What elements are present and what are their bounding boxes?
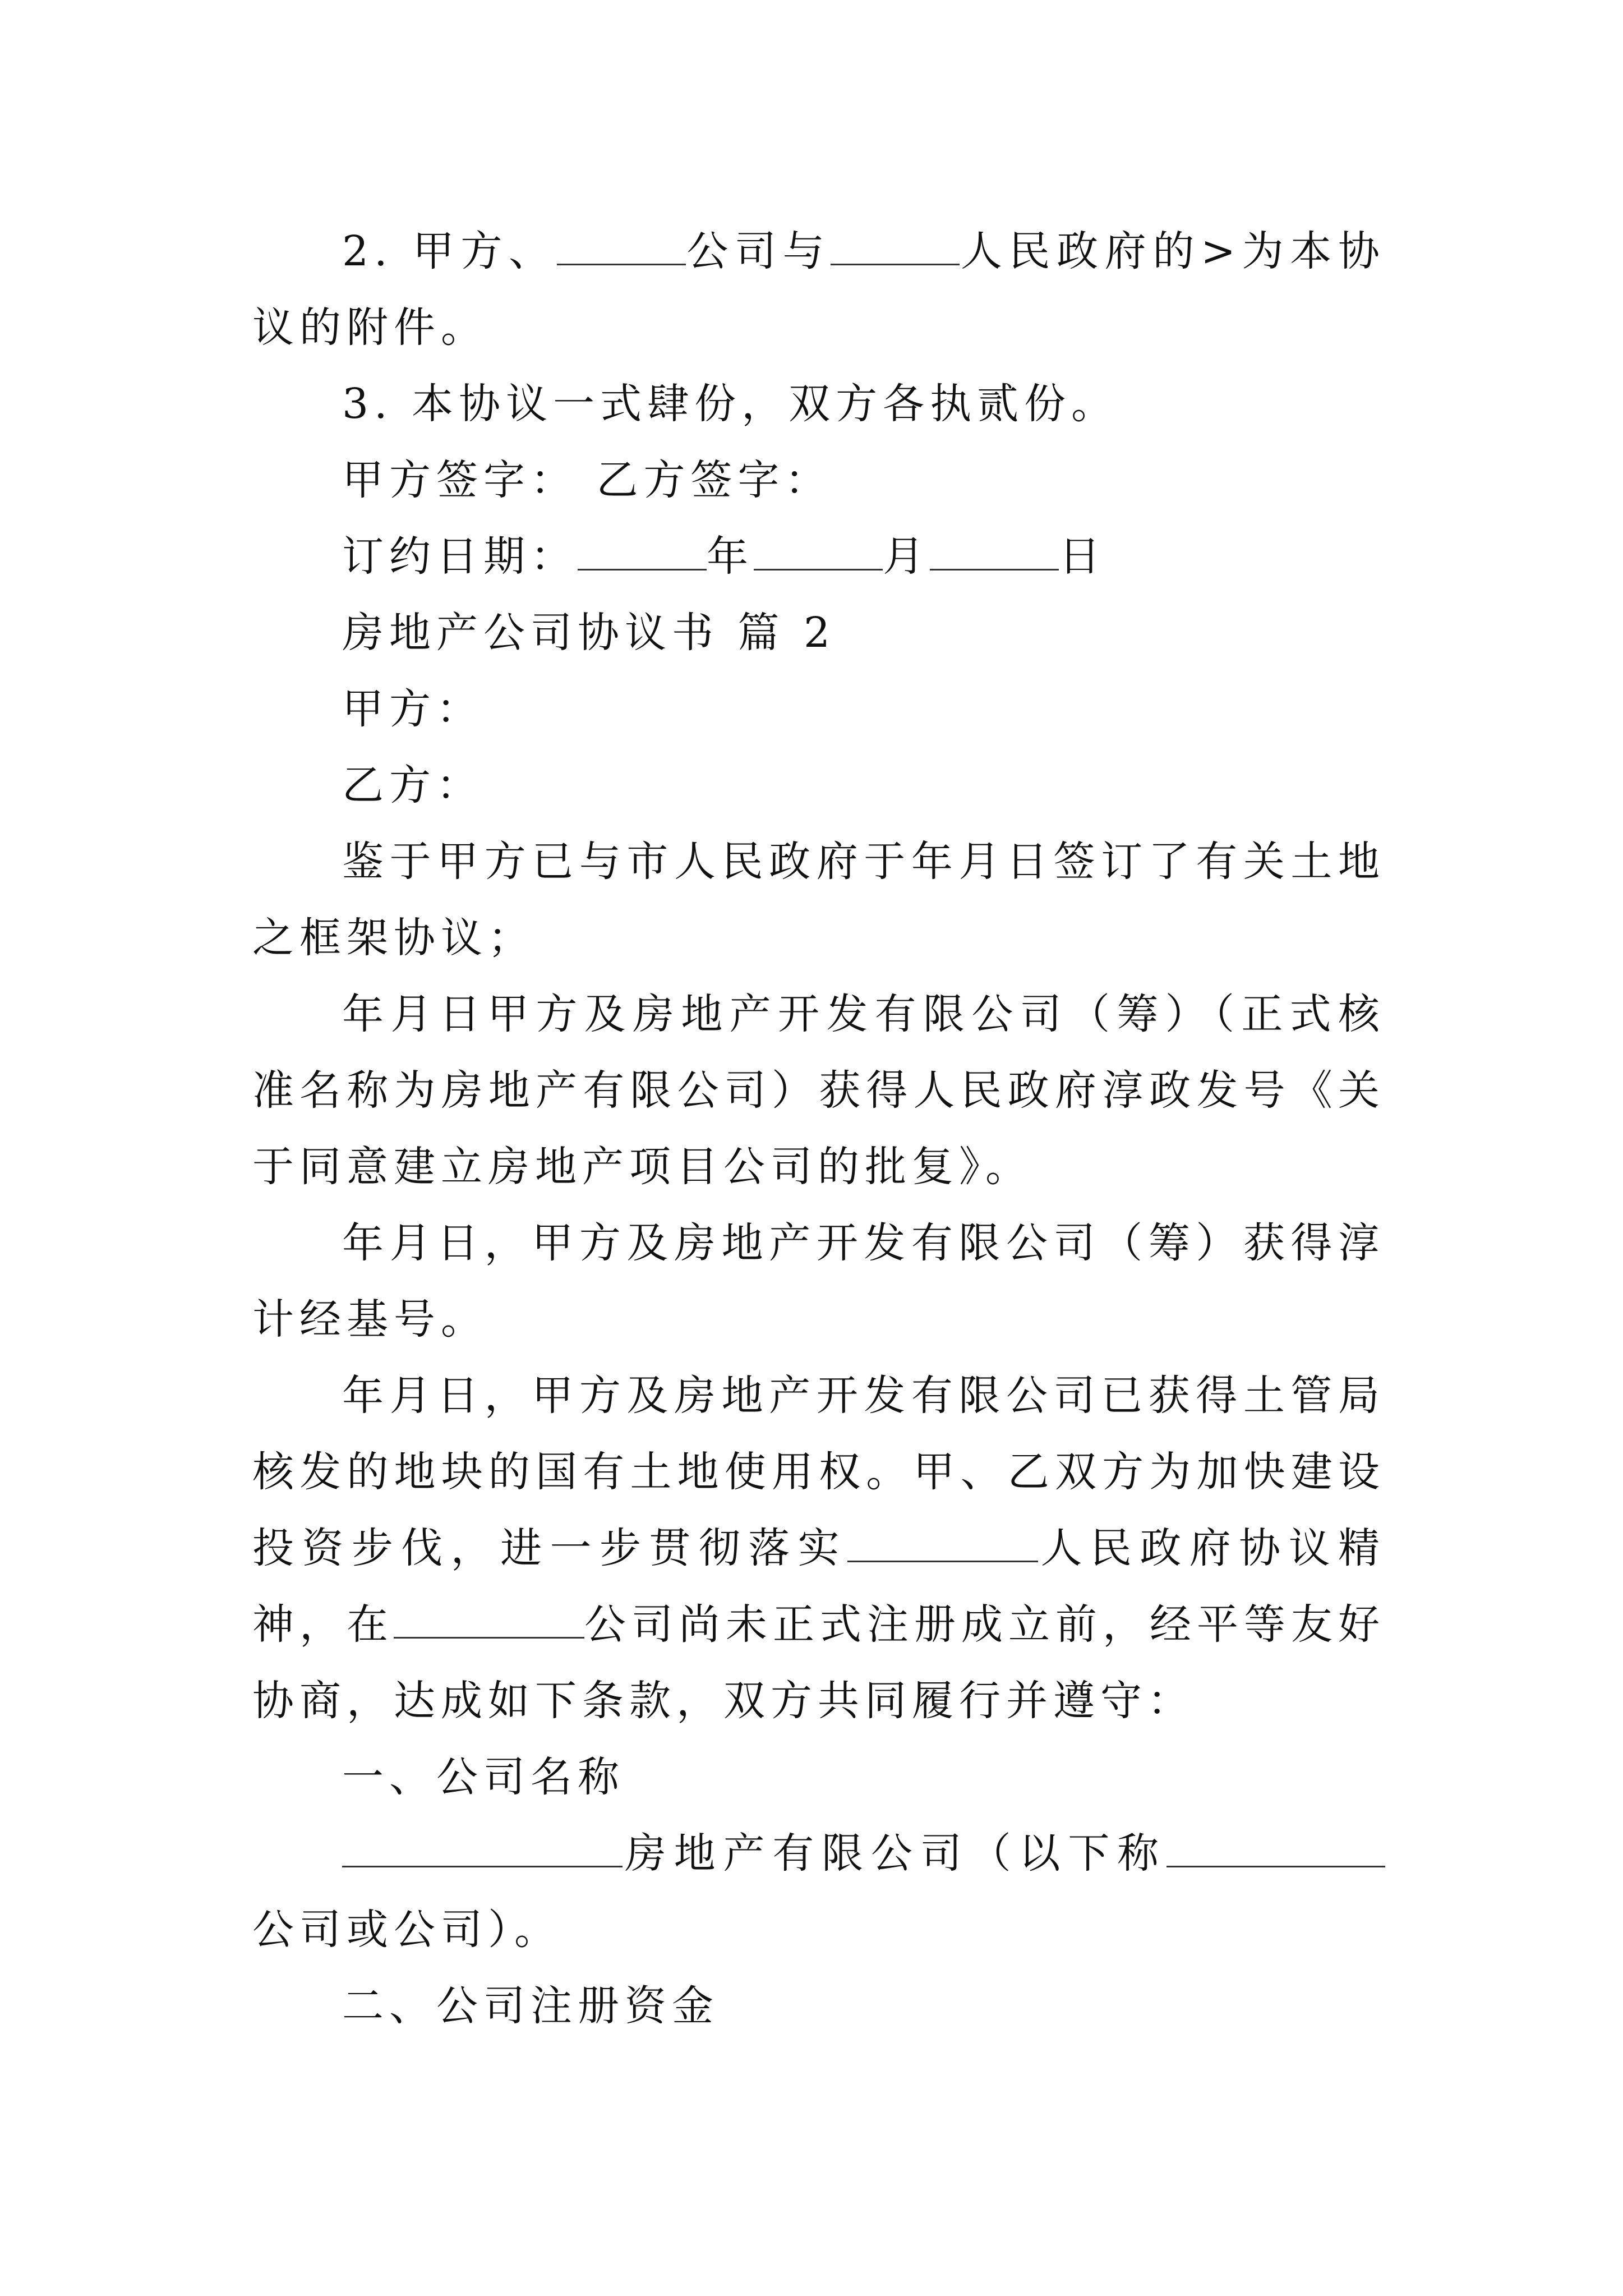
- paragraph-land-use: [252, 1358, 1385, 1739]
- blank-line: [754, 532, 883, 570]
- text-run: 人民政府协议精神，在: [252, 1524, 1386, 1649]
- blank-line: [1166, 1829, 1385, 1867]
- paragraph-copies: 3. 本协议一式肆份，双方各执贰份。: [342, 380, 1119, 428]
- party-b-line: 乙方：: [342, 761, 483, 809]
- text-run: 房地产有限公司（以下称: [623, 1829, 1166, 1878]
- blank-line: [831, 227, 960, 265]
- clause-heading-capital: 二、公司注册资金: [342, 1982, 719, 2030]
- blank-line: [847, 1524, 1038, 1562]
- paragraph-approval: 年月日甲方及房地产开发有限公司（筹）（正式核准名称为房地产有限公司）获得人民政府淳政发号《关于同意建立房地产项目公司的批复》。: [252, 990, 1385, 1191]
- document-page: [252, 213, 1385, 2044]
- section-heading: 房地产公司协议书 篇 2: [342, 609, 836, 657]
- blank-line: [342, 1829, 623, 1867]
- text-run: 公司与: [685, 227, 831, 275]
- paragraph-signatures: 甲方签字： 乙方签字：: [342, 456, 832, 504]
- text-run: 公司尚未正式注册成立前，经平等友好协商，达成如下条款，双方共同履行并遵守：: [252, 1600, 1385, 1725]
- year-label: 年: [707, 532, 754, 581]
- paragraph-whereas: 鉴于甲方已与市人民政府于年月日签订了有关土地之框架协议；: [252, 838, 1385, 962]
- text-run: 公司或公司）。: [252, 1906, 561, 1954]
- party-a-line: 甲方：: [342, 685, 483, 733]
- blank-line: [557, 227, 686, 265]
- text-run: 甲方、: [412, 227, 557, 275]
- paragraph-date: [252, 518, 1385, 595]
- date-label: 订约日期：: [342, 532, 578, 581]
- item-number: 2.: [342, 227, 413, 275]
- day-label: 日: [1059, 532, 1106, 581]
- paragraph-attachment: [252, 213, 1385, 366]
- paragraph-planning: 年月日，甲方及房地产开发有限公司（筹）获得淳计经基号。: [252, 1219, 1385, 1343]
- text-run: 人民政府的>为本协议的附件。: [252, 227, 1385, 352]
- blank-line: [930, 532, 1059, 570]
- paragraph-company-name: [252, 1815, 1385, 1968]
- blank-line: [394, 1600, 584, 1639]
- clause-heading-company-name: 一、公司名称: [342, 1753, 625, 1801]
- blank-line: [578, 532, 707, 570]
- month-label: 月: [883, 532, 930, 581]
- text-run: 年月日，甲方及房地产开发有限公司已获得土管局核发的地块的国有土地使用权。甲、乙双方为加快建设投资步伐，进一步贯彻落实: [252, 1372, 1385, 1572]
